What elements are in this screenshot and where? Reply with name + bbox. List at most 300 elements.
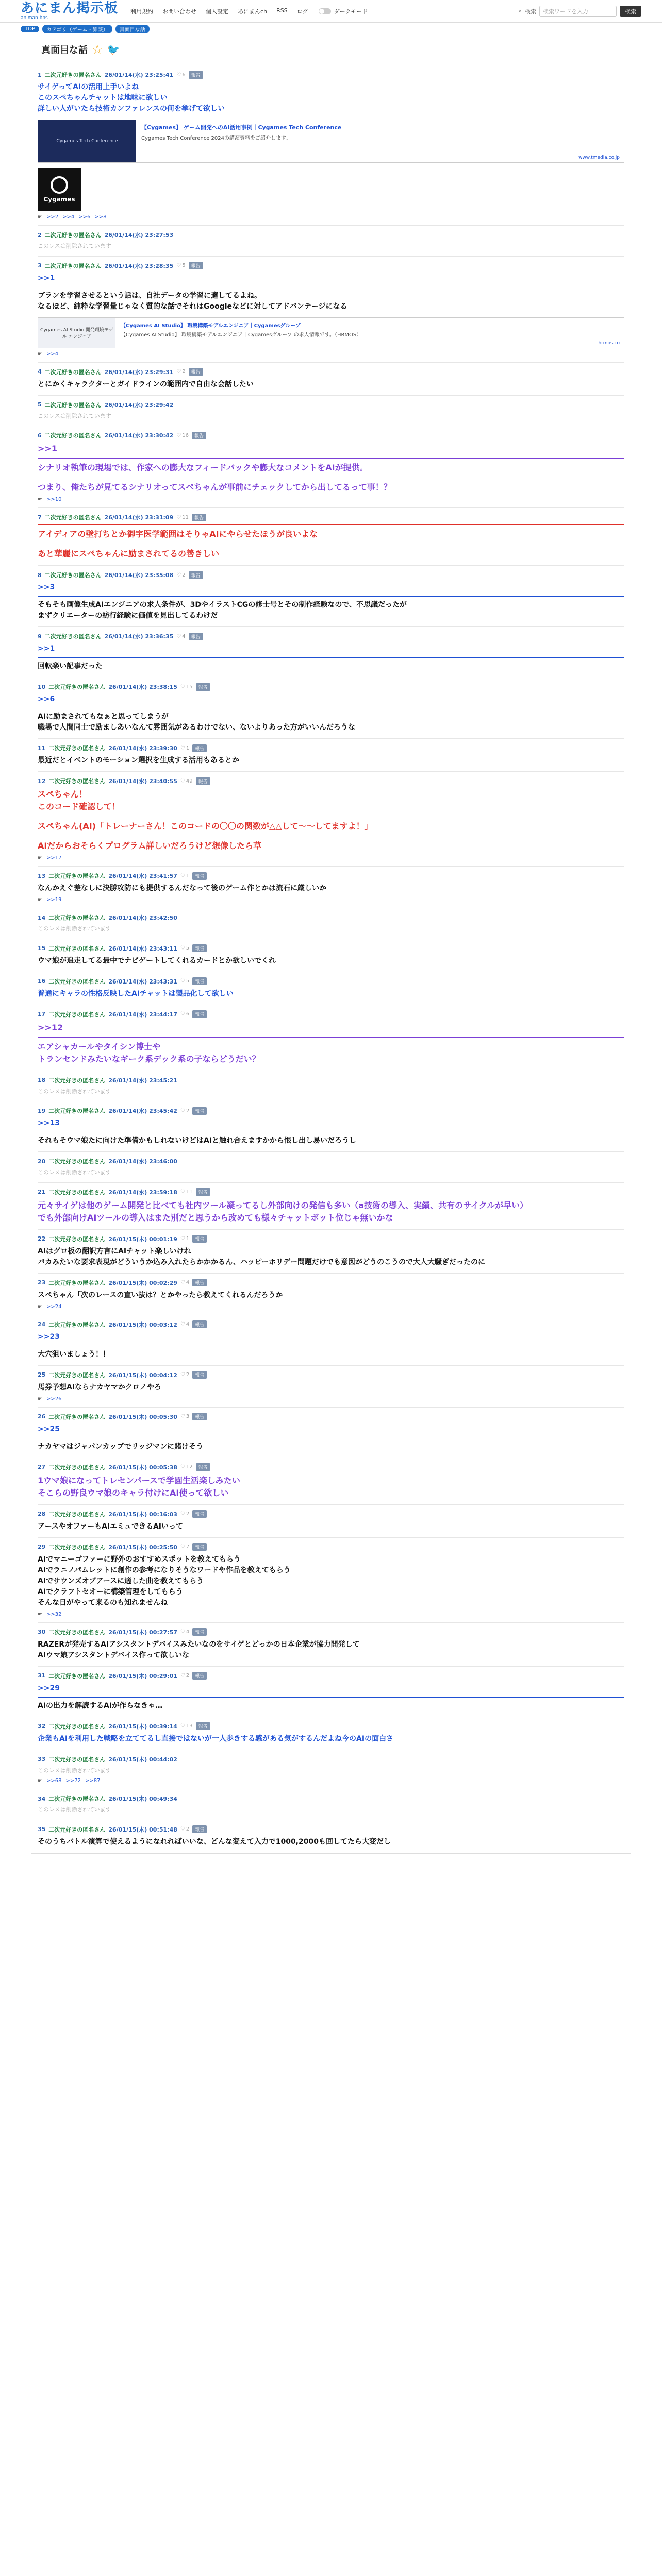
reply-links [38,214,624,220]
post-body [38,694,624,733]
post-date: 26/01/14(水) 23:35:08 [104,572,174,579]
post-header [38,1543,624,1551]
like-button[interactable] [180,1826,189,1832]
like-button[interactable] [180,1629,189,1635]
post-number[interactable]: 28 [38,1511,46,1517]
post [38,1071,624,1102]
post-text: AIの出力を解読するAIが作らなきゃ… [38,1701,163,1710]
nav-terms[interactable]: 利用規約 [130,8,154,15]
report-button[interactable]: 報告 [192,1672,207,1680]
search-icon: ⌕ [518,7,522,14]
heart-icon: ♡ [180,1011,185,1017]
post-body [38,379,624,390]
reply-link[interactable]: >>4 [46,351,59,357]
darkmode-label: ダークモード [334,8,368,15]
post-header [38,1279,624,1287]
post-text: あと華麗にスペちゃんに励まされてるの善きしい [38,549,220,558]
reply-link[interactable]: >>6 [78,214,91,220]
report-button[interactable]: 報告 [192,1371,207,1379]
post-text: RAZERが発売するAIアシスタントデバイスみたいなのをサイゲとどっかの日本企業が協力開発して [38,1640,360,1649]
like-button[interactable] [180,778,193,784]
post-body [38,1246,624,1268]
report-button[interactable]: 報告 [192,1510,207,1518]
post-date: 26/01/14(水) 23:42:50 [108,914,177,921]
post-body [38,788,624,852]
post-author: 二次元好きの匿名さん [44,232,102,239]
post-date: 26/01/15(木) 00:51:48 [108,1826,177,1833]
post-text: とにかくキャラクターとガイドラインの範囲内で自由な会話したい [38,380,254,388]
post-number[interactable]: 31 [38,1672,46,1679]
like-button[interactable] [180,1236,189,1242]
post-text: でも外部向けAIツールの導入はまた別だと思うから改めても様々チャットボット位じゃ無いかな [38,1212,393,1223]
post-number[interactable]: 5 [38,401,42,408]
post-number[interactable]: 19 [38,1107,46,1114]
heart-icon: ♡ [180,1673,185,1679]
like-button[interactable] [180,1321,189,1327]
like-button[interactable] [176,433,189,438]
heart-icon: ♡ [180,1544,185,1550]
post-text: このレスは削除されています [38,412,111,419]
post-author: 二次元好きの匿名さん [48,945,106,952]
reply-link[interactable]: >>26 [46,1396,62,1402]
like-button[interactable] [180,745,189,751]
post-number[interactable]: 33 [38,1756,46,1762]
heart-icon: ♡ [176,633,181,639]
post-number[interactable]: 3 [38,262,42,269]
divider [38,596,624,597]
post-number[interactable]: 12 [38,777,46,785]
spacer [38,474,624,481]
post-number[interactable]: 4 [38,368,42,375]
like-count: 15 [186,684,193,690]
post-number[interactable]: 7 [38,514,42,521]
post-author: 二次元好きの匿名さん [44,572,102,579]
post-author: 二次元好きの匿名さん [48,1672,106,1680]
post [38,1458,624,1505]
post-text: AIはグロ板の翻訳方言にAIチャット楽しいけれ [38,1247,191,1256]
post-number[interactable]: 23 [38,1279,46,1286]
heart-icon: ♡ [180,873,185,879]
post-author: 二次元好きの匿名さん [48,1511,106,1518]
report-button[interactable]: 報告 [196,1188,210,1196]
like-button[interactable] [176,634,185,639]
report-button[interactable]: 報告 [189,633,203,640]
post-number[interactable]: 34 [38,1795,46,1802]
post [38,566,624,627]
like-button[interactable] [176,263,185,268]
post-author: 二次元好きの匿名さん [48,1077,106,1084]
star-icon[interactable]: ☆ [92,42,103,57]
post-number[interactable]: 6 [38,432,42,439]
report-button[interactable]: 報告 [192,1107,207,1115]
like-button[interactable] [180,1108,189,1114]
like-count: 16 [182,432,189,438]
like-button[interactable] [180,1544,189,1550]
post-number[interactable]: 2 [38,231,42,239]
post-header [38,1755,624,1764]
like-button[interactable] [180,1414,189,1419]
post-body [38,1554,624,1608]
report-button[interactable]: 報告 [192,944,207,952]
report-button[interactable]: 報告 [196,683,210,691]
reply-anchor[interactable]: >>3 [38,583,55,591]
like-count: 7 [186,1544,190,1550]
like-button[interactable] [180,945,189,951]
report-button[interactable]: 報告 [189,71,203,79]
post-date: 26/01/14(水) 23:27:53 [104,232,174,239]
like-button[interactable] [180,1673,189,1679]
heart-icon: ♡ [180,1372,185,1378]
like-button[interactable] [176,515,189,520]
post-date: 26/01/14(水) 23:36:35 [104,633,174,640]
heart-icon: ♡ [176,432,181,438]
post-number[interactable]: 21 [38,1189,46,1195]
post-author: 二次元好きの匿名さん [48,978,106,985]
nav-log[interactable]: ログ [296,8,308,15]
heart-icon: ♡ [180,1511,185,1517]
post-header [38,777,624,785]
post-header [38,513,624,521]
post-date: 26/01/14(水) 23:31:09 [104,514,174,521]
post-text: AIでラニノパムレットに創作の参考になりそうなワードや作品を教えてもらう [38,1566,291,1574]
post [38,1667,624,1717]
breadcrumb-thread[interactable]: 真面目な話 [115,25,150,33]
post-text: シナリオ執筆の現場では、作家への膨大なフィードバックや膨大なコメントをAIが提供。 [38,463,368,472]
like-count: 4 [186,1280,190,1285]
post-header [38,913,624,922]
post-body [38,1382,624,1393]
heart-icon: ♡ [180,1108,185,1114]
spacer [38,833,624,840]
post-number[interactable]: 1 [38,71,42,78]
reply-hand-icon: ☛ [38,855,42,861]
divider [38,657,624,658]
report-button[interactable]: 報告 [192,1628,207,1636]
like-button[interactable] [180,684,193,690]
reply-anchor[interactable]: >>6 [38,695,55,703]
search-input[interactable]: 検索ワードを入力 [539,6,617,17]
post-number[interactable]: 22 [38,1235,46,1242]
like-button[interactable] [180,978,189,984]
report-button[interactable]: 報告 [192,1543,207,1551]
post [38,1315,624,1366]
report-button[interactable]: 報告 [192,744,207,752]
like-count: 2 [186,1673,190,1679]
post-body [38,755,624,766]
heart-icon: ♡ [180,1723,185,1729]
report-button[interactable]: 報告 [189,262,203,269]
post-date: 26/01/14(水) 23:38:15 [108,684,177,690]
reply-link[interactable]: >>32 [46,1611,62,1617]
post-text: スペちゃん「次のレースの直い抜は？とかやったら教えてくれるんだろうか [38,1291,283,1299]
post-number[interactable]: 25 [38,1371,46,1378]
post-header [38,1463,624,1471]
post-header [38,977,624,986]
post-body [38,989,624,999]
post-date: 26/01/14(水) 23:39:30 [108,745,177,752]
reply-link[interactable]: >>68 [46,1778,62,1784]
post-date: 26/01/15(木) 00:05:38 [108,1464,177,1471]
reply-anchor[interactable]: >>1 [38,444,57,453]
post-author: 二次元好きの匿名さん [44,514,102,521]
report-button[interactable]: 報告 [196,1722,210,1730]
like-button[interactable] [180,1189,193,1195]
link-title[interactable]: 【Cygames】 ゲーム開発へのAI活用事例｜Cygames Tech Conference [141,124,342,131]
like-button[interactable] [180,1723,193,1729]
post-date: 26/01/14(水) 23:30:42 [104,432,174,439]
post-number[interactable]: 16 [38,978,46,985]
post-header [38,368,624,376]
post-date: 26/01/15(木) 00:25:50 [108,1544,177,1551]
post-author: 二次元好きの匿名さん [44,262,102,269]
report-button[interactable]: 報告 [192,1279,207,1286]
link-card[interactable] [38,120,624,163]
report-button[interactable]: 報告 [196,1463,210,1471]
post-header [38,71,624,79]
link-card[interactable] [38,317,624,348]
post [38,1623,624,1667]
post-header [38,1794,624,1803]
header [0,0,662,23]
post-author: 二次元好きの匿名さん [48,1189,106,1196]
like-count: 6 [182,72,186,78]
post-text: 職場で人間同士で励ましあいなんて雰囲気があるわけでない、ないよりあった方がいいんだろうな [38,723,355,732]
post-date: 26/01/14(水) 23:59:18 [108,1189,177,1196]
like-count: 5 [182,263,186,268]
nav-animanch[interactable]: あにまんch [238,8,268,15]
like-count: 49 [186,778,193,784]
report-button[interactable]: 報告 [189,368,203,376]
site-logo[interactable] [21,2,118,21]
like-button[interactable] [180,873,189,879]
like-count: 6 [186,1011,190,1017]
post-text: AIでクラフトセオーに構築管理をしてもらう [38,1587,183,1596]
reply-hand-icon: ☛ [38,497,42,502]
post-date: 26/01/15(木) 00:44:02 [108,1756,177,1763]
post-text: エアシャカールやタイシン博士や [38,1041,161,1052]
post-number[interactable]: 35 [38,1826,46,1833]
reply-anchor[interactable]: >>23 [38,1332,60,1341]
post-header [38,1157,624,1165]
reply-link[interactable]: >>87 [85,1778,101,1784]
reply-anchor[interactable]: >>29 [38,1684,60,1692]
heart-icon: ♡ [176,369,181,375]
reply-anchor[interactable]: >>1 [38,645,55,653]
post-body [38,1118,624,1146]
post-body [38,1767,624,1775]
post-text: このレスは削除されています [38,1806,111,1813]
report-button[interactable]: 報告 [192,1413,207,1420]
like-button[interactable] [180,1511,189,1517]
report-button[interactable]: 報告 [192,1320,207,1328]
like-count: 4 [186,1321,190,1327]
post-number[interactable]: 20 [38,1158,46,1165]
like-button[interactable] [180,1011,189,1017]
reply-link[interactable]: >>17 [46,855,62,861]
post-number[interactable]: 18 [38,1077,46,1083]
post-author: 二次元好きの匿名さん [44,401,102,409]
post-date: 26/01/14(水) 23:44:17 [108,1011,177,1018]
reply-link[interactable]: >>2 [46,214,59,220]
like-count: 1 [186,873,190,879]
post-date: 26/01/14(水) 23:45:21 [108,1077,177,1084]
post [38,363,624,396]
post-number[interactable]: 9 [38,633,42,640]
spacer [38,540,624,548]
post-body [38,412,624,421]
reply-anchor[interactable]: >>25 [38,1425,60,1433]
post-number[interactable]: 30 [38,1629,46,1635]
post-author: 二次元好きの匿名さん [48,1826,106,1833]
reply-anchor[interactable]: >>12 [38,1022,63,1032]
heart-icon: ♡ [180,1826,185,1832]
post-body [38,1199,624,1224]
post-header [38,683,624,691]
report-button[interactable]: 報告 [196,777,210,785]
toggle-switch[interactable] [319,8,331,14]
post-body [38,643,624,672]
page-title: 真面目な話 [41,45,88,56]
reply-hand-icon: ☛ [38,897,42,903]
post-author: 二次元好きの匿名さん [48,1108,106,1114]
post-text: アースやオファーもAIエミュできるAIいって [38,1522,183,1531]
reply-links [38,1778,624,1784]
post-body [38,883,624,894]
post-header [38,1076,624,1084]
breadcrumb-top[interactable]: TOP [21,26,39,32]
post-text: 1ウマ娘になってトレセンパースで学園生活楽しみたい [38,1475,240,1485]
reply-link[interactable]: >>72 [65,1778,81,1784]
post-text: このレスは削除されています [38,1169,111,1176]
search-area [519,6,641,17]
post-number[interactable]: 27 [38,1464,46,1470]
post-text: なんかえぐ差なしに決勝攻防にも提供するんだなって後のゲーム作とかは流石に厳しいか [38,884,326,892]
reply-hand-icon: ☛ [38,1611,42,1617]
like-count: 3 [186,1414,190,1419]
post-date: 26/01/14(水) 23:43:11 [108,945,177,952]
heart-icon: ♡ [180,1236,185,1242]
post-text: 最近だとイベントのモーション選択を生成する活用もあるとか [38,756,239,765]
reply-links [38,1396,624,1402]
reply-link[interactable]: >>24 [46,1303,62,1310]
post-author: 二次元好きの匿名さん [48,1235,106,1243]
link-title[interactable]: 【Cygames AI Studio】 環境構築モデルエンジニア｜Cygamesグループ [121,323,301,329]
post-date: 26/01/15(木) 00:29:01 [108,1672,177,1680]
logo-sub: animan bbs [21,15,48,21]
like-count: 12 [186,1464,193,1470]
reply-link[interactable]: >>4 [62,214,75,220]
like-button[interactable] [180,1280,189,1285]
post-author: 二次元好きの匿名さん [48,1544,106,1551]
report-button[interactable]: 報告 [189,571,203,579]
post-author: 二次元好きの匿名さん [48,1464,106,1471]
post-number[interactable]: 11 [38,744,46,752]
post-author: 二次元好きの匿名さん [48,684,106,690]
post-number[interactable]: 15 [38,945,46,952]
breadcrumb-category[interactable]: カテゴリ（ゲーム・雑談） [42,25,112,33]
heart-icon: ♡ [180,745,185,751]
post-text: スペちゃん(AI)「トレーナーさん！このコードの〇〇の関数が△△して〜〜してますよ！」 [38,821,373,831]
post-date: 26/01/14(水) 23:25:41 [104,72,174,78]
post-number[interactable]: 10 [38,683,46,690]
post-number[interactable]: 24 [38,1321,46,1328]
report-button[interactable]: 報告 [192,1235,207,1243]
post-date: 26/01/14(水) 23:29:42 [104,401,174,409]
heart-icon: ♡ [180,1464,185,1470]
nav-settings[interactable]: 個人設定 [206,8,229,15]
like-count: 1 [186,745,190,751]
darkmode-toggle[interactable] [319,7,368,15]
post-header [38,1413,624,1421]
nav-contact[interactable]: お問い合わせ [162,8,197,15]
like-button[interactable] [176,369,185,375]
post-date: 26/01/15(木) 00:27:57 [108,1629,177,1636]
post-body [38,582,624,621]
like-count: 11 [186,1189,193,1195]
like-button[interactable] [180,1464,193,1470]
report-button[interactable]: 報告 [192,977,207,985]
post-text: アイディアの壁打ちとか御宇医学範囲はそりゃAIにやらせたほうが良いよな [38,529,318,539]
post [38,739,624,772]
post-text: このコード確認して！ [38,802,121,811]
post-body [38,925,624,934]
post-number[interactable]: 13 [38,872,46,879]
post-number[interactable]: 8 [38,571,42,579]
post-number[interactable]: 32 [38,1723,46,1730]
post-text: そんな日がやって来るのも知れませんね [38,1598,168,1607]
report-button[interactable]: 報告 [192,514,206,521]
post-text: そこらの野良ウマ娘のキャラ付けにAI使って欲しい [38,1487,229,1498]
link-body [136,120,624,162]
post-number[interactable]: 14 [38,914,46,921]
divider [38,1037,624,1038]
report-button[interactable]: 報告 [192,872,207,880]
post-number[interactable]: 26 [38,1413,46,1420]
reply-anchor[interactable]: >>1 [38,274,55,282]
like-count: 2 [186,1108,190,1114]
search-button[interactable]: 検索 [620,6,641,17]
post-author: 二次元好きの匿名さん [44,633,102,640]
report-button[interactable]: 報告 [192,432,206,439]
reply-anchor[interactable]: >>13 [38,1119,60,1127]
post-number[interactable]: 29 [38,1544,46,1550]
like-count: 2 [186,1372,190,1378]
reply-hand-icon: ☛ [38,1778,42,1784]
logo-text: Cygames [43,196,75,203]
post-header [38,744,624,752]
post-author: 二次元好きの匿名さん [44,432,102,439]
like-button[interactable] [176,572,185,578]
post-header [38,1825,624,1834]
post-text: 普通にキャラの性格反映したAIチャットは製品化して欲しい [38,989,234,998]
post-author: 二次元好きの匿名さん [48,1279,106,1286]
like-button[interactable] [180,1372,189,1378]
twitter-icon[interactable]: 🐦 [107,43,120,56]
post-text: ブランを学習させるという話は、自社データの学習に適してるよね。 [38,291,261,300]
post-number[interactable]: 17 [38,1011,46,1018]
post-text: 大穴狙いましょう！！ [38,1350,110,1359]
report-button[interactable]: 報告 [192,1825,207,1833]
post [38,1183,624,1230]
nav-rss[interactable]: RSS [276,7,288,14]
heart-icon: ♡ [180,1280,185,1285]
report-button[interactable]: 報告 [192,1010,207,1018]
spacer [38,813,624,820]
reply-link[interactable]: >>8 [94,214,107,220]
like-button[interactable] [176,72,185,78]
reply-link[interactable]: >>10 [46,497,62,502]
reply-link[interactable]: >>19 [46,897,62,903]
